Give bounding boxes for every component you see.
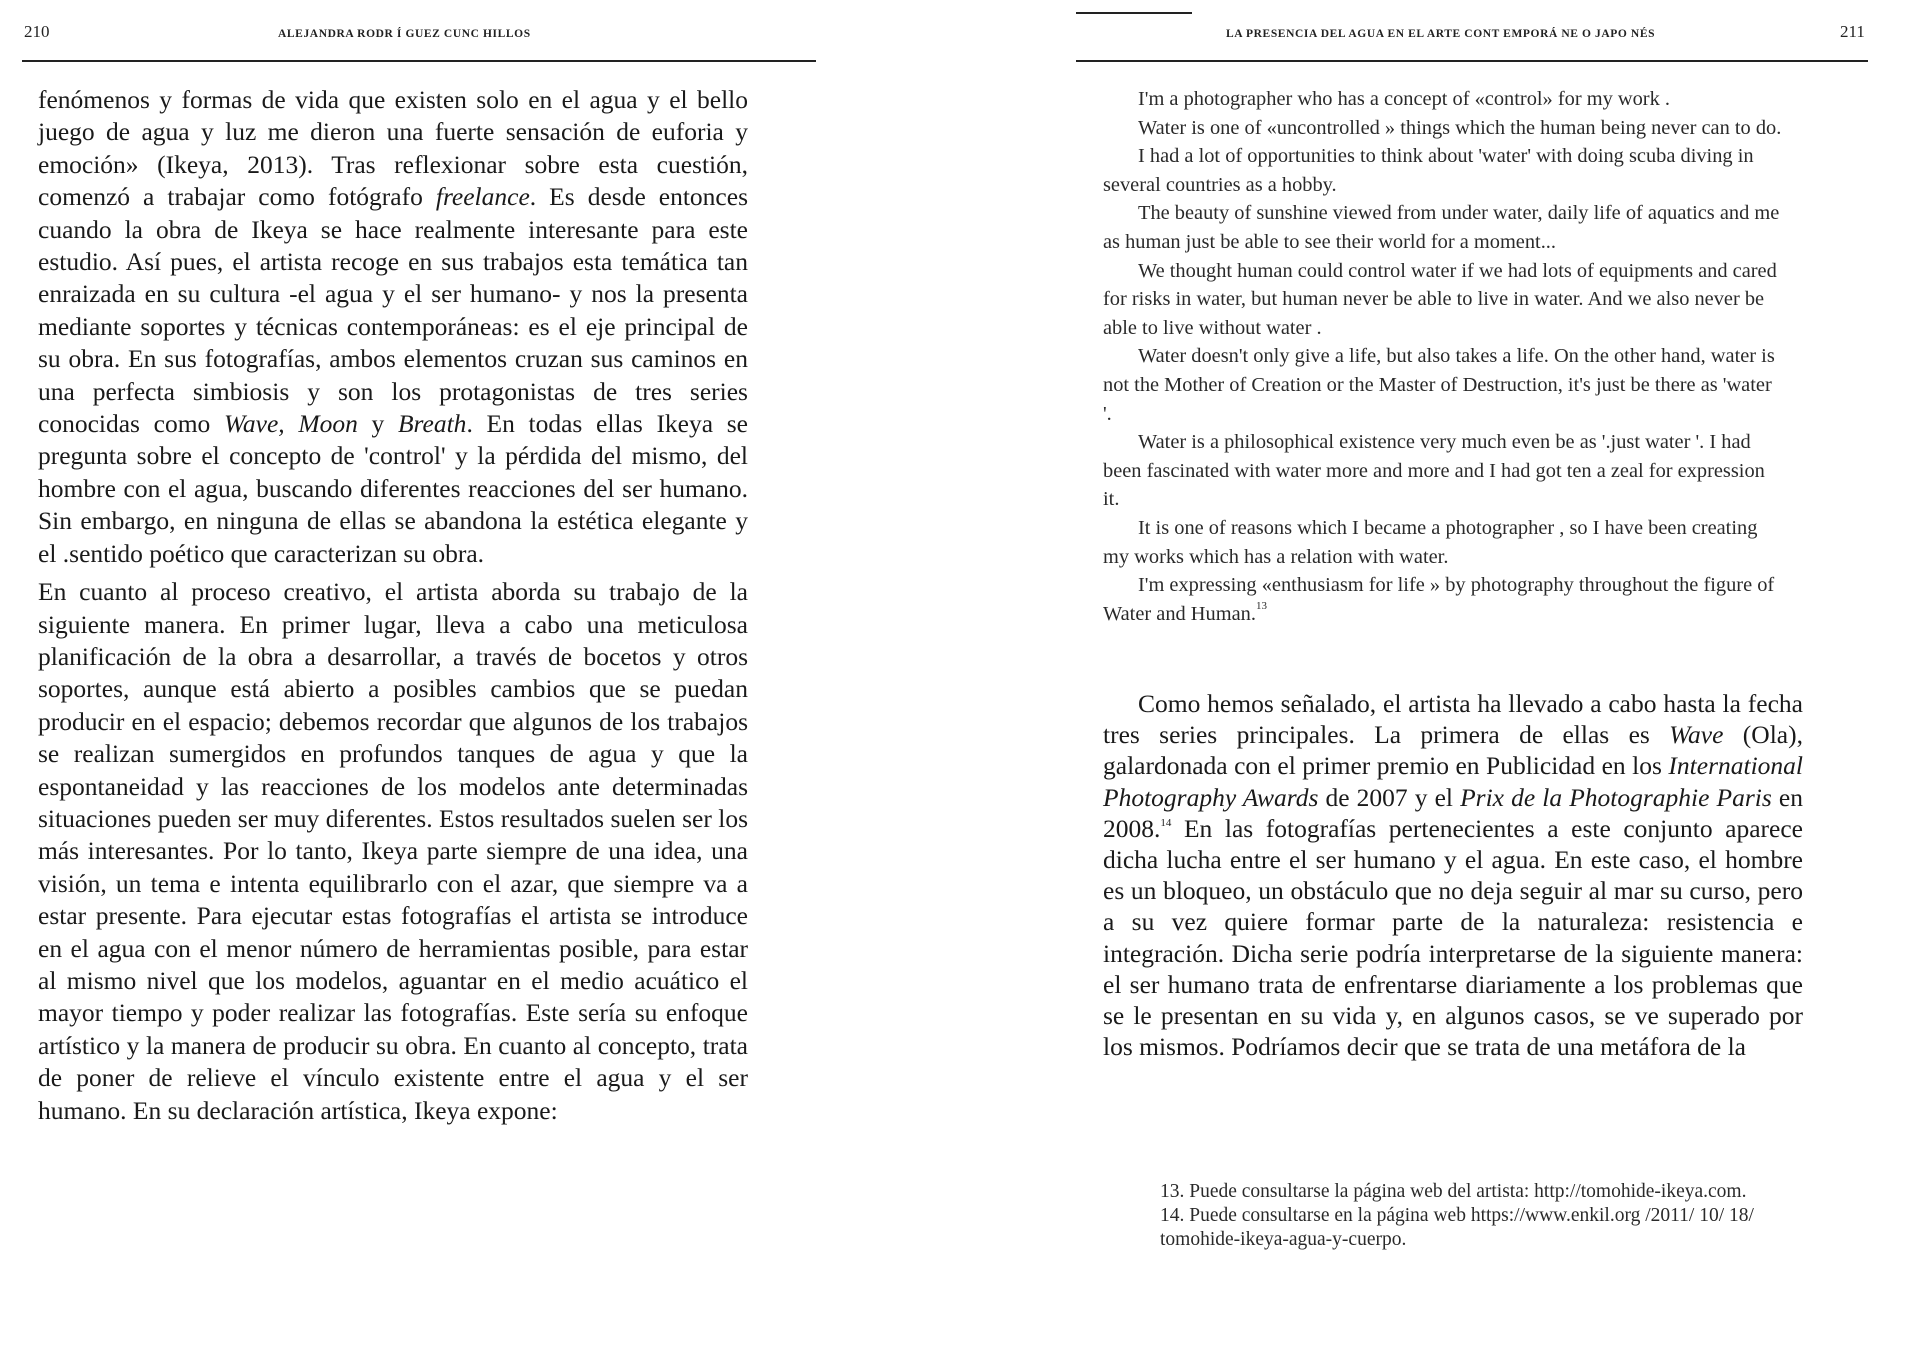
text-run: Como hemos señalado, el artista ha llevado a cabo hasta la fecha tres series principales. La primera de ellas es <box>1103 689 1803 750</box>
header-rule <box>22 60 816 62</box>
footnote-ref: 14 <box>1160 816 1172 829</box>
text-run: de 2007 y el <box>1318 782 1461 812</box>
quote-paragraph: It is one of reasons which I became a photographer , so I have been creating my works which has a relation with water. <box>1103 516 1758 568</box>
quote-paragraph: Water is a philosophical existence very much even be as '.just water '. I had been fascinated with water more and more and I had got ten a zeal for expression it. <box>1103 431 1765 511</box>
page-number: 210 <box>24 22 50 41</box>
text-run: en 2008. <box>1103 782 1803 843</box>
quote-paragraph: I had a lot of opportunities to think about 'water' with doing scuba diving in several countries as a hobby. <box>1103 145 1754 196</box>
body-text <box>1103 688 1803 1062</box>
quote-paragraph: Water is one of «uncontrolled » things which the human being never can to do. <box>1138 116 1782 139</box>
footnote: 14. Puede consultarse en la página web https://www.enkil.org /2011/ 10/ 18/ tomohide-ikeya-agua-y-cuerpo. <box>1160 1205 1754 1250</box>
header-rule <box>1076 60 1868 62</box>
footnote-ref: 13 <box>1255 599 1267 612</box>
text-run: . Es desde entonces cuando la obra de Ikeya se hace realmente interesante para este estudio. Así pues, el artista recoge en sus trabajos esta temática tan enraizada en su cultura -el agua y el ser humano- y nos la presenta mediante soportes y técnicas contemporáneas: es el eje principal de su obra. En sus fotografías, ambos elementos cruzan sus caminos en una perfecta simbiosis y son los protagonistas de tres series conocidas como <box>38 182 748 439</box>
right-page <box>1070 0 1920 1345</box>
top-mark-rule <box>1076 12 1192 14</box>
block-quote <box>1103 85 1783 628</box>
quote-paragraph: The beauty of sunshine viewed from under water, daily life of aquatics and me as human just be able to see their world for a moment... <box>1103 202 1780 253</box>
body-paragraph-1 <box>38 84 748 570</box>
quote-paragraph: Water doesn't only give a life, but also takes a life. On the other hand, water is not the Mother of Creation or the Master of Destruction, it's just be there as 'water '. <box>1103 345 1775 425</box>
text-run: I'm expressing «enthusiasm for life » by photography throughout the figure of Water and Human. <box>1103 574 1775 625</box>
text-run: y <box>357 409 398 439</box>
text-run: En las fotografías pertenecientes a este conjunto aparece dicha lucha entre el ser humano y el agua. En este caso, el hombre es un bloqueo, un obstáculo que no deja seguir al mar su curso, pero a su vez quiere formar parte de la naturaleza: resistencia e integración. Dicha serie podría interpretarse de la siguiente manera: el ser humano trata de enfrentarse diariamente a los problemas que se le presentan en su vida y, en algunos casos, se ve superado por los mismos. Podríamos decir que se trata de una metáfora de la <box>1103 813 1803 1062</box>
running-head: LA PRESENCIA DEL AGUA EN EL ARTE CONT EMPORÁ NE O JAPO NÉS <box>1226 28 1656 40</box>
quote-paragraph: We thought human could control water if we had lots of equipments and cared for risks in water, but human never be able to live in water. And we also never be able to live without water . <box>1103 259 1777 339</box>
running-head: ALEJANDRA RODR Í GUEZ CUNC HILLOS <box>278 28 531 40</box>
left-page <box>0 0 830 1345</box>
page-number: 211 <box>1840 22 1865 41</box>
body-text <box>38 84 748 1127</box>
quote-paragraph-last <box>1103 571 1783 628</box>
text-run: . En todas ellas Ikeya se pregunta sobre el concepto de 'control' y la pérdida del mismo, del hombre con el agua, buscando diferentes reacciones del ser humano. Sin embargo, en ninguna de ellas se abandona la estética elegante y el .sentido poético que caracterizan su obra. <box>38 409 748 568</box>
italic-term: Wave, Moon <box>224 409 358 439</box>
italic-term: International Photography Awards <box>1103 751 1803 812</box>
italic-term: freelance <box>435 182 530 212</box>
italic-term: Wave <box>1669 720 1724 750</box>
quote-paragraph: I'm a photographer who has a concept of «control» for my work . <box>1138 88 1670 110</box>
text-run: (Ola), galardonada con el primer premio en Publicidad en los <box>1103 720 1803 781</box>
footnotes <box>1160 1180 1790 1252</box>
text-run: fenómenos y formas de vida que existen solo en el agua y el bello juego de agua y luz me dieron una fuerte sensación de euforia y emoción» (Ikeya, 2013). Tras reflexionar sobre esta cuestión, comenzó a trabajar como fotógrafo <box>38 85 748 212</box>
footnote: 13. Puede consultarse la página web del artista: http://tomohide-ikeya.com. <box>1160 1181 1747 1202</box>
body-paragraph <box>1103 688 1803 1062</box>
italic-term: Breath <box>397 409 467 439</box>
body-paragraph-2: En cuanto al proceso creativo, el artista aborda su trabajo de la siguiente manera. En primer lugar, lleva a cabo una meticulosa planificación de la obra a desarrollar, a través de bocetos y otros soportes, aunque está abierto a posibles cambios que se puedan producir en el espacio; debemos recordar que algunos de los trabajos se realizan sumergidos en profundos tanques de agua y que la espontaneidad y las reacciones de los modelos ante determinadas situaciones pueden ser muy diferentes. Estos resultados suelen ser los más interesantes. Por lo tanto, Ikeya parte siempre de una idea, una visión, un tema e intenta equilibrarlo con el azar, que siempre va a estar presente. Para ejecutar estas fotografías el artista se introduce en el agua con el menor número de herramientas posible, para estar al mismo nivel que los modelos, aguantar en el medio acuático el mayor tiempo y poder realizar las fotografías. Este sería su enfoque artístico y la manera de producir su obra. En cuanto al concepto, trata de poner de relieve el vínculo existente entre el agua y el ser humano. En su declaración artística, Ikeya expone: <box>38 577 748 1125</box>
italic-term: Prix de la Photographie Paris <box>1460 782 1772 812</box>
